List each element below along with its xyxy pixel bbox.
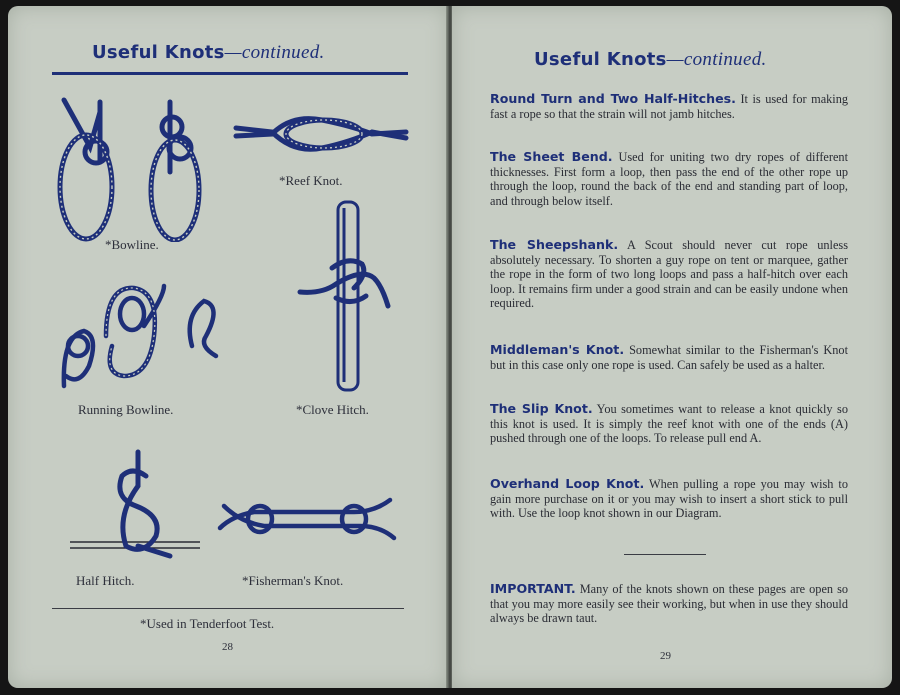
section-round-turn (490, 92, 848, 121)
clove-hitch-illustration (292, 196, 392, 396)
right-heading-continued: —continued. (666, 49, 767, 70)
caption-clove-hitch: *Clove Hitch. (296, 402, 369, 417)
caption-fishermans-knot: *Fisherman's Knot. (242, 573, 344, 588)
section-text: A Scout should never cut rope unless absolutely necessary. To shorten a guy rope on tent or marquee, gather the rope in the form of two long loops and pass a half-hitch over each loop. It remains firm under a good strain and can be easily undone when required. (490, 238, 848, 311)
section-sheet-bend (490, 150, 848, 208)
section-text: Used for uniting two dry ropes of different thicknesses. First form a loop, then pass the end of the other rope up through the loop, round the back of the end and standing part of loop, and through below itself. (490, 150, 848, 208)
section-middlemans-knot (490, 343, 848, 372)
section-text: Somewhat similar to the Fisherman's Knot but in this case only one rope is used. Can safely be used as a halter. (490, 343, 848, 372)
section-overhand-loop-knot (490, 477, 848, 521)
caption-running-bowline: Running Bowline. (78, 402, 174, 417)
section-slip-knot (490, 402, 848, 446)
section-title: Round Turn and Two Half-Hitches. (490, 91, 736, 106)
section-text: When pulling a rope you may wish to gain more purchase on it or you may wish to insert a short stick to pull with. Use the loop knot shown in our Diagram. (490, 477, 848, 521)
reef-knot-illustration (232, 104, 410, 164)
right-heading-main: Useful Knots (534, 49, 667, 70)
footnote: *Used in Tenderfoot Test. (140, 616, 275, 631)
section-text: You sometimes want to release a knot quickly so this knot is used. It is simply the reef knot with one of the ends (A) pushed through one of the loops. To release pull end A. (490, 402, 848, 446)
caption-bowline: *Bowline. (105, 237, 159, 252)
section-title: The Sheepshank. (490, 237, 619, 252)
half-hitch-illustration (66, 446, 206, 566)
section-title: The Slip Knot. (490, 401, 593, 416)
fishermans-knot-illustration (214, 482, 400, 552)
running-bowline-illustration (54, 276, 244, 396)
footnote-rule (52, 608, 404, 609)
right-page (452, 6, 892, 688)
caption-reef-knot: *Reef Knot. (279, 173, 343, 188)
left-heading-continued: —continued. (224, 42, 325, 63)
section-divider (624, 554, 706, 555)
right-page-heading (534, 49, 767, 71)
important-title: IMPORTANT. (490, 581, 576, 596)
important-text: Many of the knots shown on these pages are open so that you may more easily see their working, but when in use they should always be drawn taut. (490, 582, 848, 626)
important-note (490, 582, 848, 626)
page-number-right: 29 (660, 650, 671, 662)
page-number-left: 28 (222, 641, 233, 653)
section-title: The Sheet Bend. (490, 149, 613, 164)
section-sheepshank (490, 238, 848, 311)
caption-half-hitch: Half Hitch. (76, 573, 135, 588)
heading-rule (52, 72, 408, 75)
left-page (8, 6, 448, 688)
bowline-illustration (50, 92, 220, 242)
left-page-heading (92, 42, 325, 64)
section-title: Middleman's Knot. (490, 342, 625, 357)
section-title: Overhand Loop Knot. (490, 476, 645, 491)
section-text: It is used for making fast a rope so that the strain will not jamb hitches. (490, 92, 849, 121)
left-heading-main: Useful Knots (92, 42, 225, 63)
